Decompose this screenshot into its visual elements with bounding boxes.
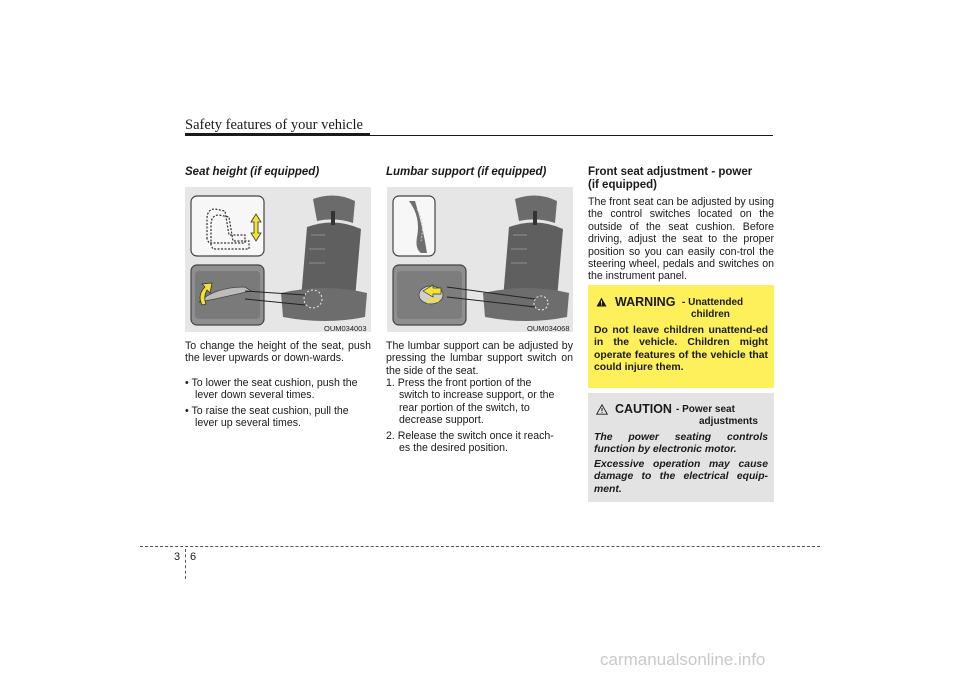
figure-code: OUM034068 <box>527 324 570 333</box>
caution-triangle-icon <box>596 404 608 415</box>
bullet-lower-line1: • To lower the seat cushion, push the <box>185 377 358 389</box>
power-seat-title <box>588 166 778 192</box>
warning-text: Do not leave children unattend-ed in the vehicle. Children might operate features of the vehicle that could injure them. <box>594 325 768 374</box>
warning-triangle-icon <box>596 297 607 307</box>
header-rule <box>370 135 773 136</box>
page-header-title: Safety features of your vehicle <box>185 117 363 133</box>
lumbar-step-1-line2: switch to increase support, or the <box>399 389 555 402</box>
power-seat-body: The front seat can be adjusted by using the control switches located on the outside of the seat cushion. Before driving, adjust the seat to the proper position so you can easily con-trol the steering wheel, pedals and switches on the instrument panel. <box>588 196 774 283</box>
lumbar-step-2-line1: 2. Release the switch once it reach- <box>386 430 554 442</box>
lumbar-step-1 <box>386 377 578 427</box>
warning-subtitle-line1: - Unattended <box>682 297 744 308</box>
power-seat-title-line2: (if equipped) <box>588 179 657 191</box>
bullet-lower-line2: lever down several times. <box>195 389 315 402</box>
seat-height-title: Seat height (if equipped) <box>185 166 320 178</box>
lumbar-step-1-line4: decrease support. <box>399 414 484 427</box>
lumbar-support-intro: The lumbar support can be adjusted by pressing the lumbar support switch on the side of the seat. <box>386 340 573 377</box>
bullet-raise-line2: lever up several times. <box>195 417 301 430</box>
warning-box <box>588 285 774 388</box>
caution-text-2: Excessive operation may cause damage to the electrical equip-ment. <box>594 459 768 495</box>
lumbar-step-1-line3: rear portion of the switch, to <box>399 401 530 414</box>
chapter-number: 3 <box>174 551 181 563</box>
warning-subtitle-line2: children <box>691 309 730 320</box>
header-underline <box>185 133 370 136</box>
seat-height-intro: To change the height of the seat, push the lever upwards or down-wards. <box>185 340 371 365</box>
lumbar-step-1-line1: 1. Press the front portion of the <box>386 377 532 389</box>
watermark: carmanualsonline.info <box>600 650 766 669</box>
lumbar-support-illustration <box>387 187 573 332</box>
footer-rule <box>140 546 820 547</box>
seat-height-illustration <box>185 187 371 332</box>
bullet-lower <box>185 377 375 402</box>
caution-label: CAUTION <box>615 402 672 416</box>
caution-subtitle-line1: - Power seat <box>676 404 735 415</box>
warning-label: WARNING <box>615 295 676 309</box>
caution-text-1: The power seating controls function by electronic motor. <box>594 432 768 456</box>
lumbar-support-title: Lumbar support (if equipped) <box>386 166 547 178</box>
bullet-raise <box>185 405 375 430</box>
lumbar-step-2-line2: es the desired position. <box>399 442 508 455</box>
page-number-divider <box>185 549 186 579</box>
lumbar-support-figure <box>387 187 573 332</box>
figure-code: OUM034003 <box>324 324 367 333</box>
caution-box <box>588 393 774 502</box>
power-seat-title-line1: Front seat adjustment - power <box>588 166 753 178</box>
seat-height-figure <box>185 187 371 332</box>
caution-subtitle-line2: adjustments <box>699 416 758 427</box>
page-number: 6 <box>190 551 197 563</box>
lumbar-step-2 <box>386 430 578 455</box>
bullet-raise-line1: • To raise the seat cushion, pull the <box>185 405 349 417</box>
